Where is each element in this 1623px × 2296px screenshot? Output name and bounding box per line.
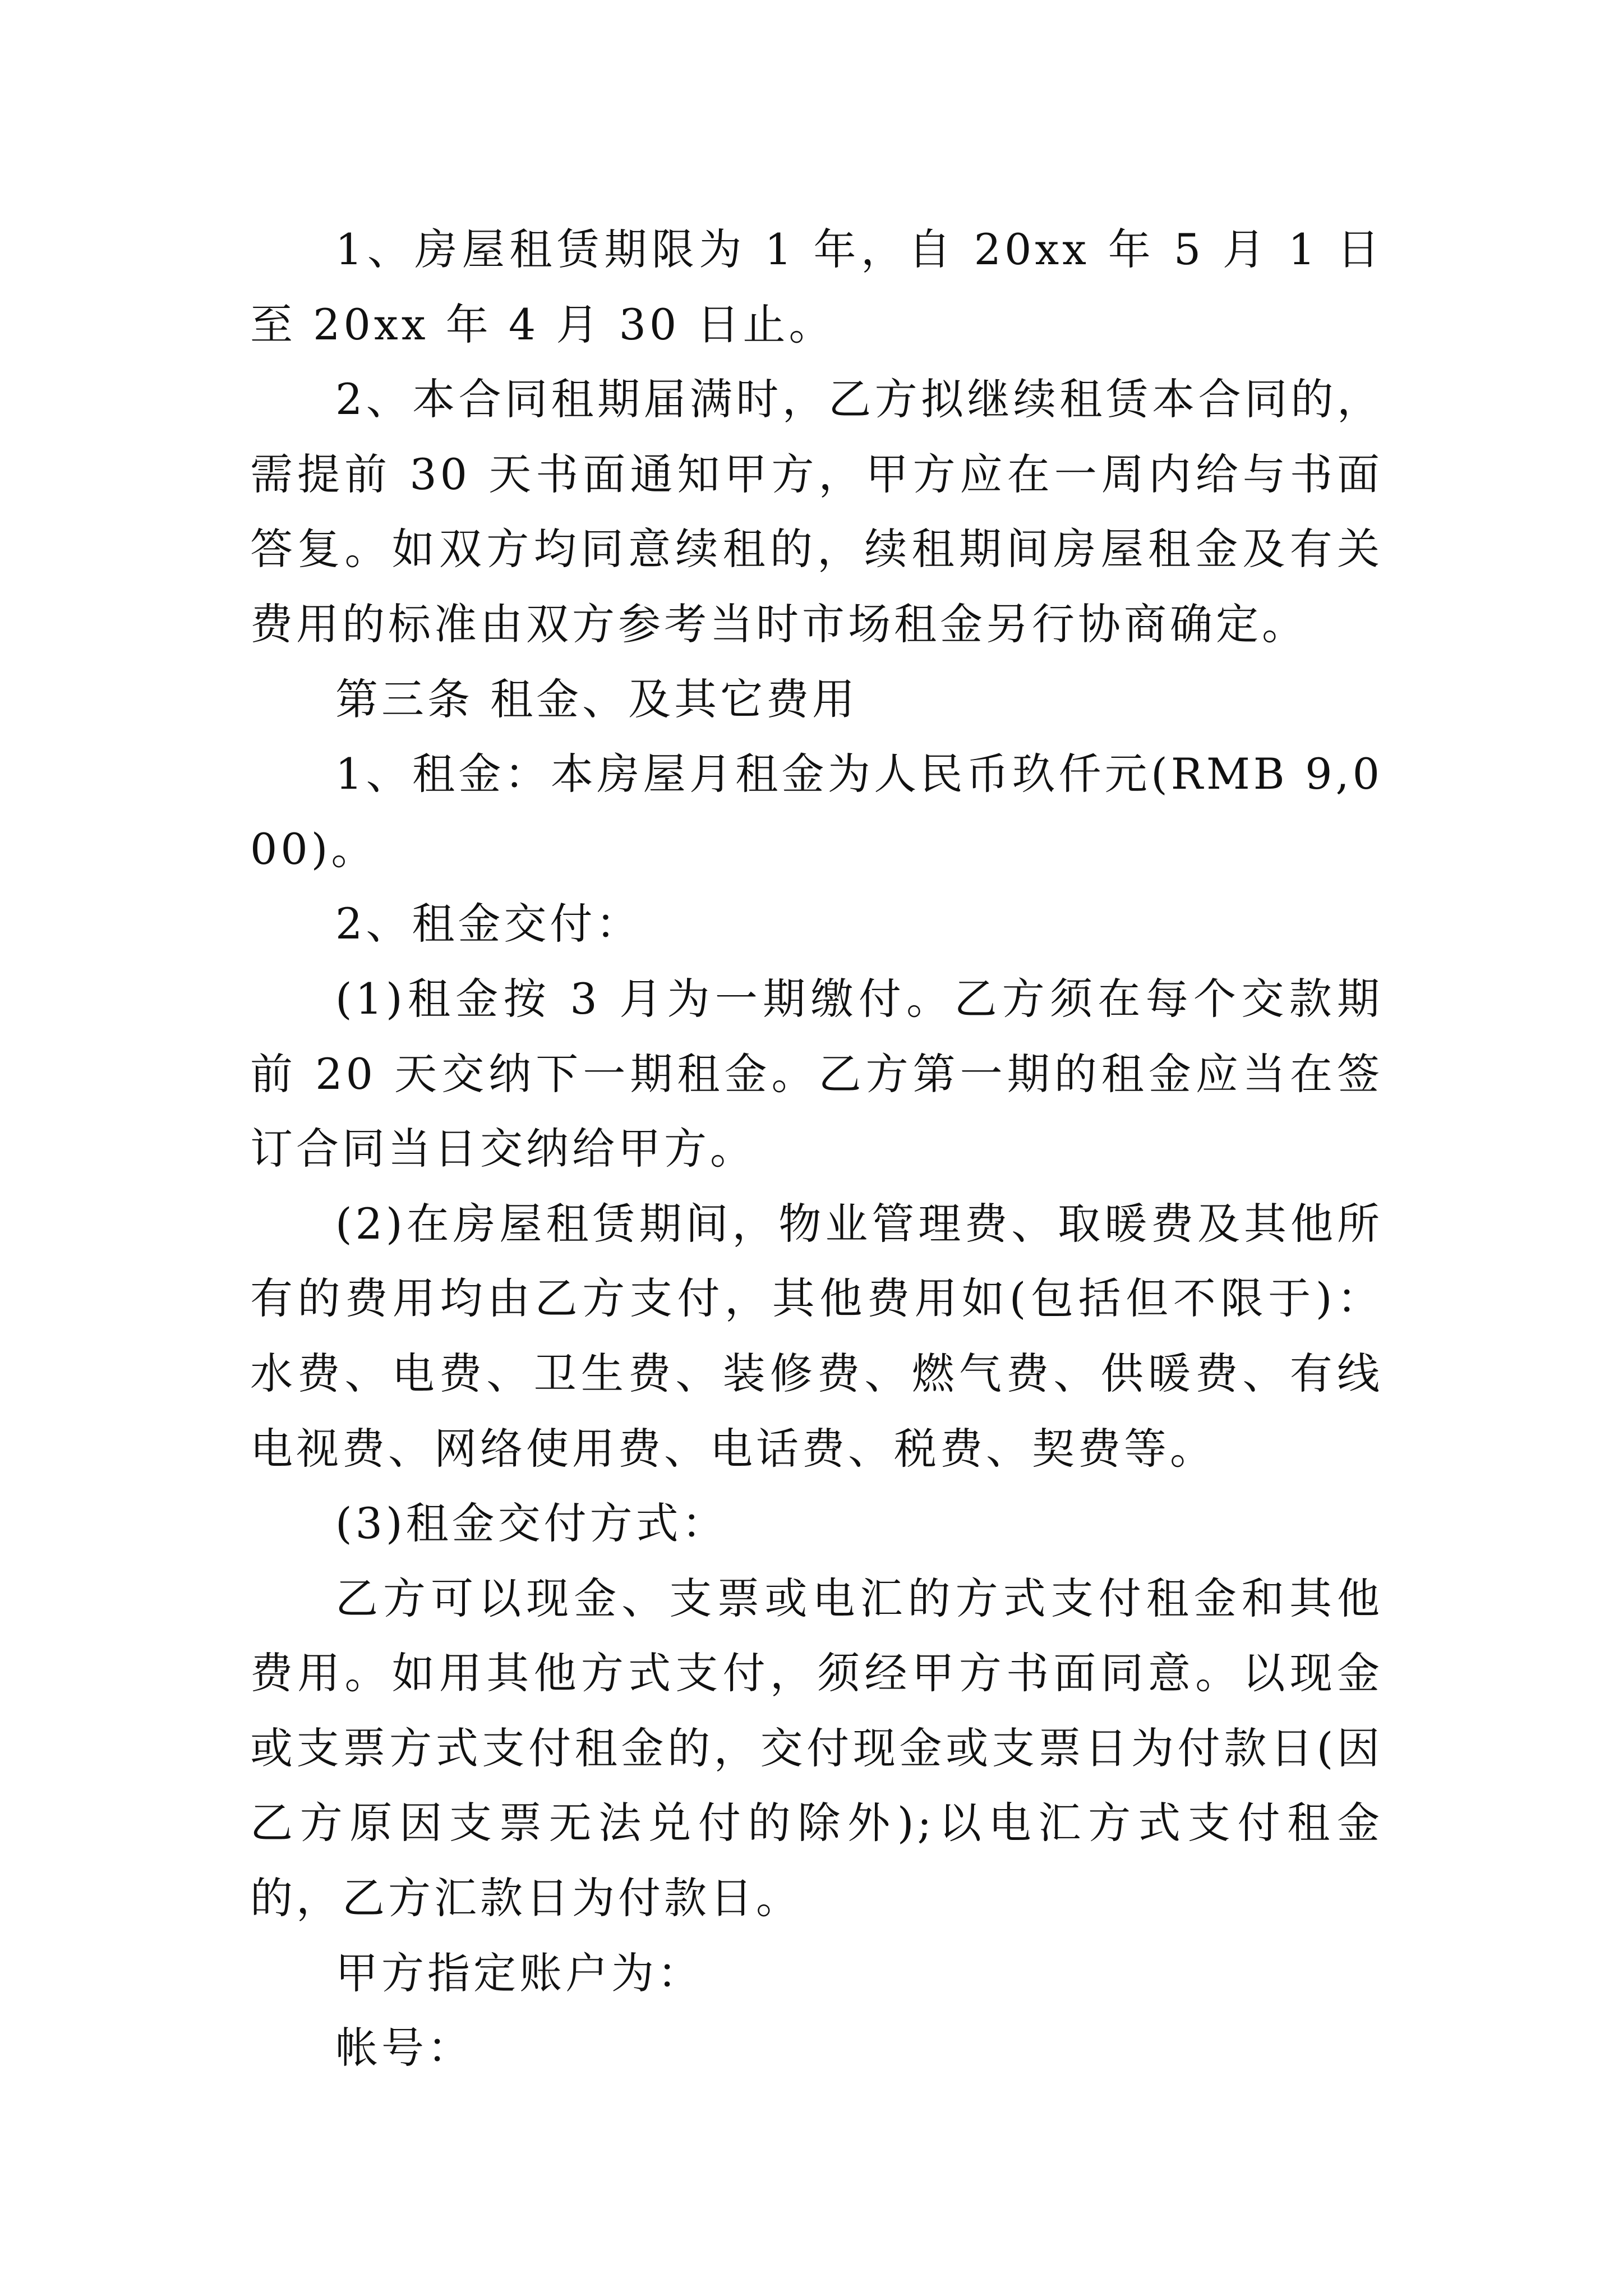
- article-three-heading: 第三条 租金、及其它费用: [335, 674, 859, 724]
- designated-account-label: 甲方指定账户为：: [335, 1948, 703, 1998]
- renewal-paragraph: 2、本合同租期届满时，乙方拟继续租赁本合同的，需提前 30 天书面通知甲方，甲方应在一周内给与书面答复。如双方均同意续租的，续租期间房屋租金及有关费用的标准由双方参考当时市场租金另行协商确定。: [250, 374, 1383, 649]
- other-fees-paragraph: (2)在房屋租赁期间，物业管理费、取暖费及其他所有的费用均由乙方支付，其他费用如(包括但不限于)：水费、电费、卫生费、装修费、燃气费、供暖费、有线电视费、网络使用费、电话费、税费、契费等。: [250, 1198, 1383, 1474]
- account-number-label: 帐号：: [335, 2023, 473, 2073]
- payment-period-paragraph: (1)租金按 3 月为一期缴付。乙方须在每个交款期前 20 天交纳下一期租金。乙方第一期的租金应当在签订合同当日交纳给甲方。: [250, 973, 1383, 1174]
- rent-payment-heading: 2、租金交付：: [335, 899, 642, 949]
- lease-term-paragraph: 1、房屋租赁期限为 1 年，自 20xx 年 5 月 1 日至 20xx 年 4 月 30 日止。: [250, 224, 1383, 349]
- payment-method-heading: (3)租金交付方式：: [335, 1498, 728, 1549]
- payment-method-paragraph: 乙方可以现金、支票或电汇的方式支付租金和其他费用。如用其他方式支付，须经甲方书面同意。以现金或支票方式支付租金的，交付现金或支票日为付款日(因乙方原因支票无法兑付的除外);以电汇方式支付租金的，乙方汇款日为付款日。: [250, 1573, 1383, 1924]
- rent-amount-paragraph: 1、租金：本房屋月租金为人民币玖仟元(RMB 9,000)。: [250, 749, 1383, 874]
- document-body: [250, 212, 1383, 2086]
